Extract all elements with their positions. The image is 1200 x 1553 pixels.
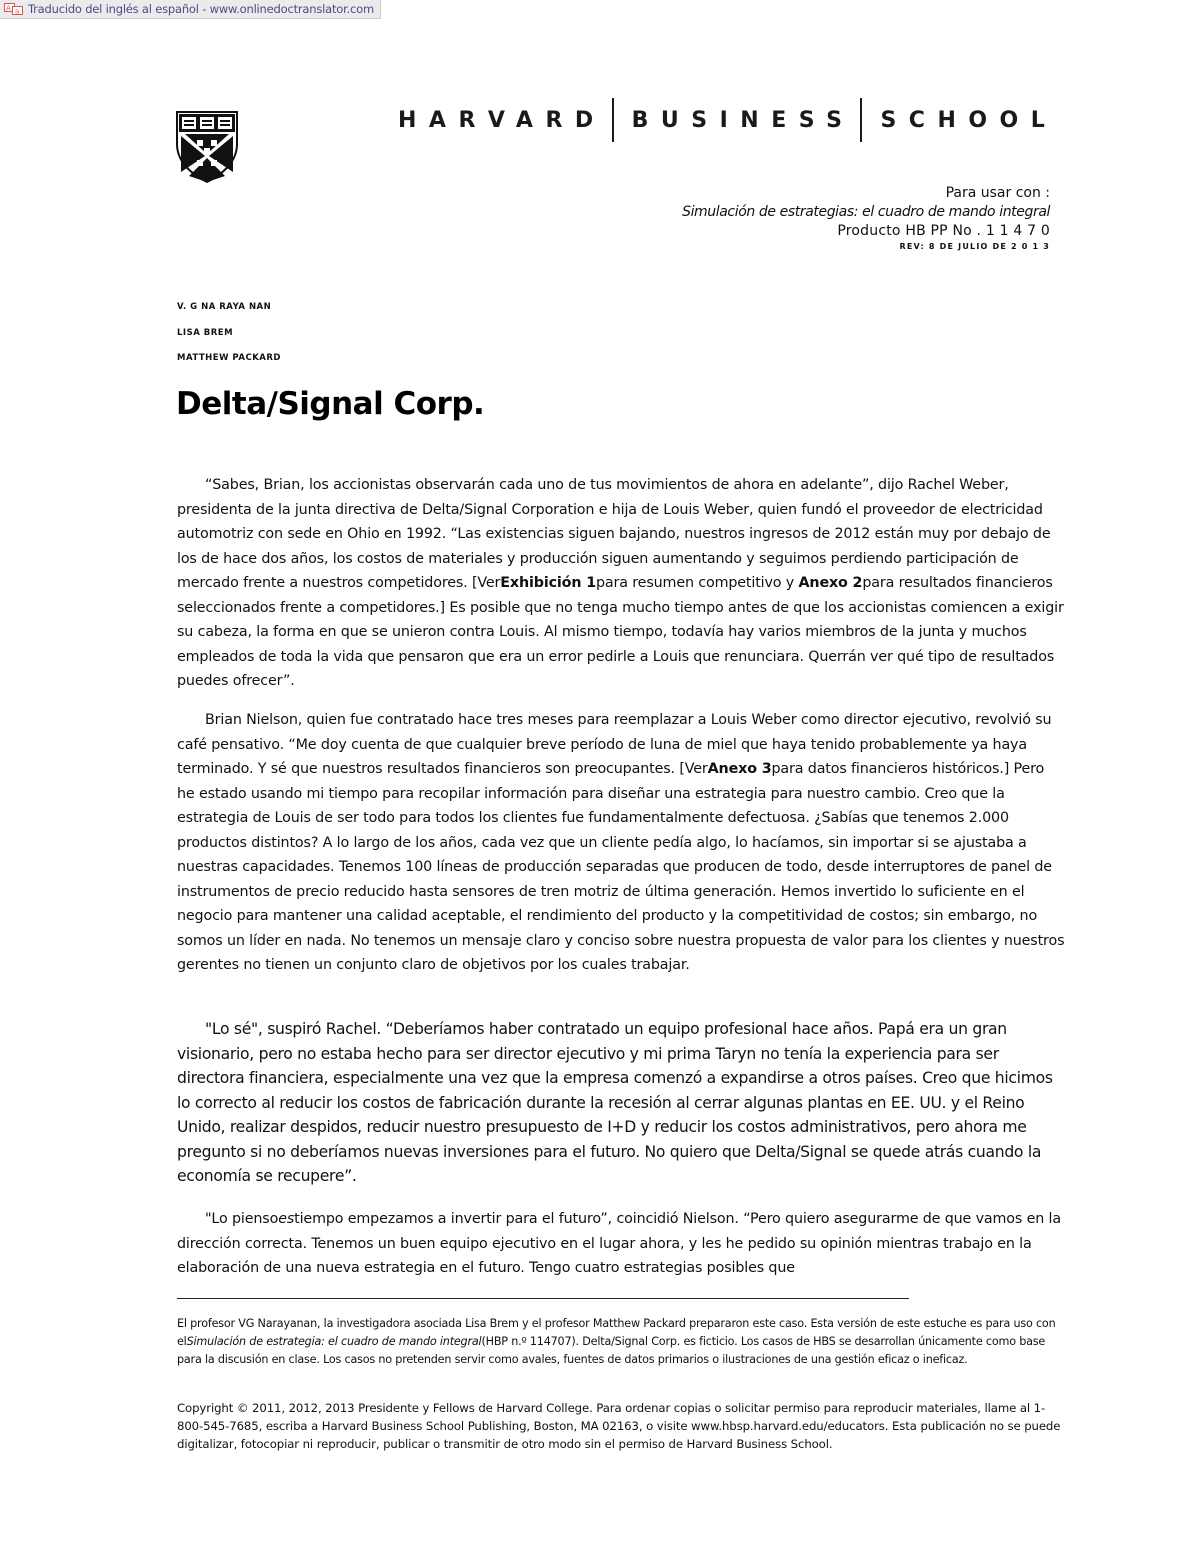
- translator-banner[interactable]: [0, 0, 381, 19]
- for-use-label: Para usar con :: [945, 185, 1050, 201]
- translate-icon: [4, 3, 24, 15]
- exhibit-reference: Exhibición 1: [500, 575, 596, 591]
- wordmark-harvard: HARVARD: [398, 107, 606, 133]
- hbs-shield-icon: [175, 110, 239, 184]
- for-use-block: [682, 184, 1050, 253]
- translator-banner-text[interactable]: Traducido del inglés al español - www.onlinedoctranslator.com: [28, 2, 375, 16]
- footnote-text: (HBP n.º 114707). Delta/Signal Corp. es ficticio. Los casos de HBS se desarrollan únicamente como base para la discusión en clase. Los casos no pretenden servir como avales, fuentes de datos primarios o ilustraciones de una gestión eficaz o ineficaz.: [177, 1335, 1046, 1366]
- author-name: LISA BREM: [177, 327, 234, 338]
- footnote-divider: [177, 1298, 909, 1299]
- revision-date: REV: 8 DE JULIO DE 2 0 1 3: [899, 242, 1050, 251]
- author-name: V. G NA RAYA NAN: [177, 302, 272, 312]
- paragraph-italic: es: [278, 1211, 295, 1227]
- product-number: Producto HB PP No . 1 1 4 7 0: [837, 223, 1050, 239]
- wordmark-divider: [612, 98, 614, 142]
- paragraph-text: para datos financieros históricos.] Pero he estado usando mi tiempo para recopilar información para diseñar una estrategia para nuestro cambio. Creo que la estrategia de Louis de ser todo para todos los clientes fue fundamentalmente defectuosa. ¿Sabías que tenemos 2.000 productos distintos? A lo largo de los años, cada vez que un cliente pedía algo, lo hacíamos, sin importar si se ajustaba a nuestras capacidades. Tenemos 100 líneas de producción separadas que producen de todo, desde interruptores de panel de instrumentos de precio reducido hasta sensores de tren motriz de última generación. Hemos invertido lo suficiente en el negocio para mantener una calidad aceptable, el rendimiento del producto y la competitividad de costos; sin embargo, no somos un líder en nada. No tenemos un mensaje claro y conciso sobre nuestra propuesta de valor para los clientes y nuestros gerentes no tienen un conjunto claro de objetivos por los cuales trabajar.: [177, 761, 1065, 973]
- copyright-notice: Copyright © 2011, 2012, 2013 Presidente y Fellows de Harvard College. Para ordenar copias o solicitar permiso para reproducir materiales, llame al 1-800-545-7685, escriba a Harvard Business School Publishing, Boston, MA 02163, o visite www.hbsp.harvard.edu/educators. Esta publicación no se puede digitalizar, fotocopiar ni reproducir, publicar o transmitir de otro modo sin el permiso de Harvard Business School.: [177, 1401, 1061, 1451]
- body-paragraph: [177, 708, 1065, 978]
- exhibit-reference: Anexo 3: [707, 761, 772, 777]
- svg-text:a: a: [15, 7, 20, 15]
- footnote: [177, 1315, 1057, 1369]
- course-name: Simulación de estrategias: el cuadro de mando integral: [682, 204, 1050, 220]
- wordmark-business: BUSINESS: [631, 107, 855, 133]
- exhibit-reference: Anexo 2: [798, 575, 863, 591]
- paragraph-text: "Lo sé", suspiró Rachel. “Deberíamos haber contratado un equipo profesional hace años. Papá era un gran visionario, pero no estaba hecho para ser director ejecutivo y mi prima Taryn no tenía la experiencia para ser directora financiera, especialmente una vez que la empresa comenzó a expandirse a otros países. Creo que hicimos lo correcto al reducir los costos de fabricación durante la recesión al cerrar algunas plantas en EE. UU. y el Reino Unido, realizar despidos, reducir nuestro presupuesto de I+D y reducir los costos administrativos, pero ahora me pregunto si no deberíamos nuevas inversiones para el futuro. No quiero que Delta/Signal se quede atrás cuando la economía se recupere”.: [177, 1020, 1053, 1185]
- paragraph-text: Brian Nielson, quien fue contratado hace tres meses para reemplazar a Louis Weber como director ejecutivo, revolvió su café pensativo. “Me doy cuenta de que cualquier breve período de luna de miel que haya tenido probablemente ya haya terminado. Y sé que nuestros resultados financieros son preocupantes. [Ver: [177, 712, 1052, 777]
- footnote-italic: Simulación de estrategia: el cuadro de mando integral: [186, 1335, 482, 1348]
- paragraph-text: “Sabes, Brian, los accionistas observarán cada uno de tus movimientos de ahora en adelante”, dijo Rachel Weber, presidenta de la junta directiva de Delta/Signal Corporation e hija de Louis Weber, quien fundó el proveedor de electricidad automotriz con sede en Ohio en 1992. “Las existencias siguen bajando, nuestros ingresos de 2012 están muy por debajo de los de hace dos años, los costos de materiales y producción siguen aumentando y seguimos perdiendo participación de mercado frente a nuestros competidores. [Ver: [177, 477, 1051, 591]
- paragraph-text: para resultados financieros seleccionados frente a competidores.] Es posible que no tenga mucho tiempo antes de que los accionistas comiencen a exigir su cabeza, la forma en que se unieron contra Louis. Al mismo tiempo, todavía hay varios miembros de la junta y muchos empleados de toda la vida que pensaron que era un error pedirle a Louis que renunciara. Querrán ver qué tipo de resultados puedes ofrecer”.: [177, 575, 1064, 689]
- paragraph-text: para resumen competitivo y: [596, 575, 799, 591]
- body-paragraph: [177, 1207, 1065, 1281]
- body-paragraph: [177, 1017, 1065, 1189]
- wordmark-school: SCHOOL: [880, 107, 1058, 133]
- hbs-wordmark: [398, 98, 1057, 142]
- body-paragraph: [177, 473, 1065, 694]
- authors-list: [177, 295, 281, 372]
- footnote-text: El profesor VG Narayanan, la investigadora asociada Lisa Brem y el profesor Matthew Packard prepararon este caso. Esta versión de este estuche es para uso con el: [177, 1317, 1056, 1348]
- paragraph-text: "Lo pienso: [205, 1211, 279, 1227]
- paragraph-text: tiempo empezamos a invertir para el futuro”, coincidió Nielson. “Pero quiero asegurarme de que vamos en la dirección correcta. Tenemos un buen equipo ejecutivo en el lugar ahora, y les he pedido su opinión mientras trabajo en la elaboración de una nueva estrategia en el futuro. Tengo cuatro estrategias posibles que: [177, 1211, 1061, 1276]
- document-title: Delta/Signal Corp.: [176, 386, 485, 422]
- wordmark-divider: [860, 98, 862, 142]
- svg-text:A: A: [6, 4, 11, 13]
- author-name: MATTHEW PACKARD: [177, 353, 281, 363]
